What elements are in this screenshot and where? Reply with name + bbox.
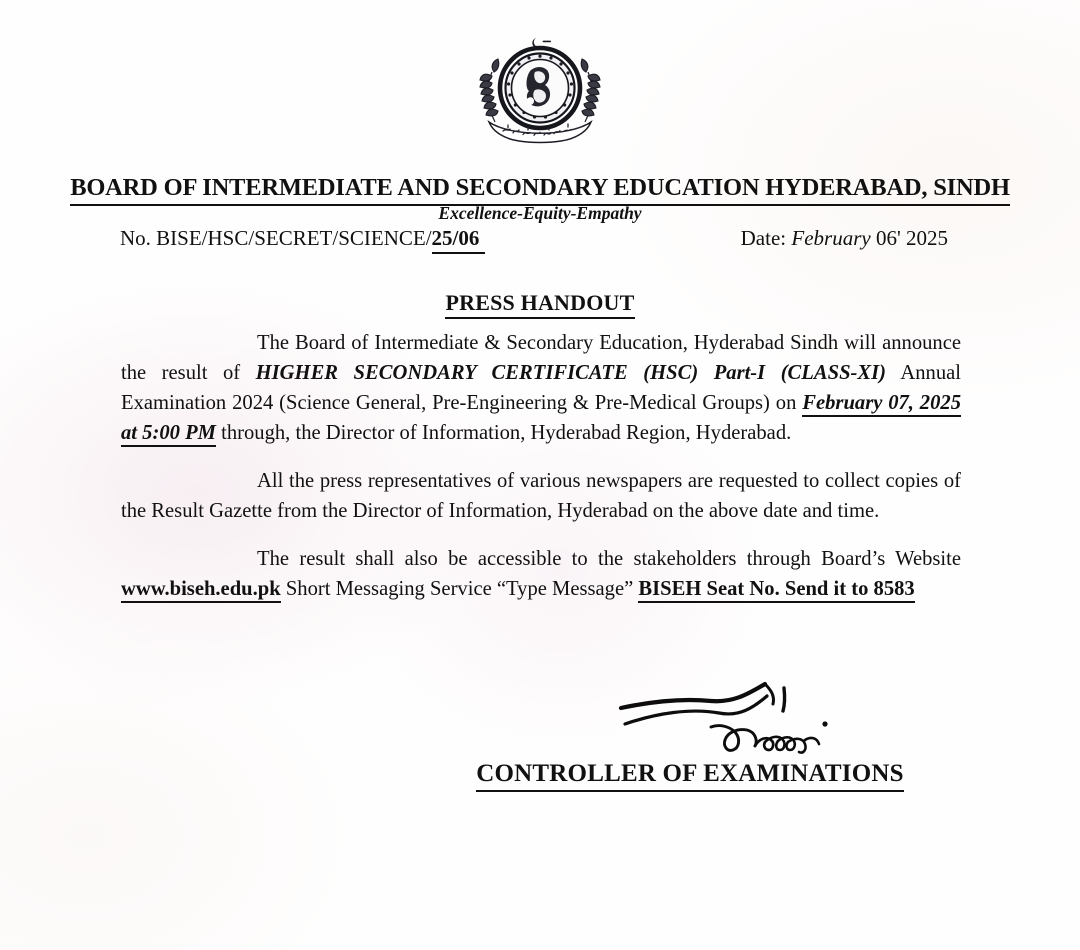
paragraph-website-sms — [121, 544, 961, 604]
date-month: February — [791, 226, 871, 250]
exam-name-emphasis: HIGHER SECONDARY CERTIFICATE (HSC) Part-I (CLASS-XI) — [255, 362, 886, 384]
document-body — [121, 328, 961, 604]
p3-segment-a: The result shall also be accessible to the stakeholders through Board’s Website — [257, 548, 961, 570]
p1-segment-b: Annual Examination 2024 (Science General, Pre-Engineering & Pre-Medical Groups) on — [121, 362, 961, 414]
page-title — [0, 290, 1080, 316]
sms-instruction: BISEH Seat No. Send it to 8583 — [638, 578, 914, 603]
date-label: Date: — [740, 226, 787, 250]
reference-number — [120, 226, 485, 251]
result-datetime-emphasis: February 07, 2025 at 5:00 PM — [121, 392, 961, 447]
organization-title — [0, 174, 1080, 202]
paragraph-announcement — [121, 328, 961, 448]
board-website-link[interactable]: www.biseh.edu.pk — [121, 578, 281, 603]
page-title-text: PRESS HANDOUT — [445, 290, 634, 319]
paragraph-press-representatives: All the press representatives of various newspapers are requested to collect copies of the Result Gazette from the Director of Information, Hyderabad on the above date and time. — [121, 470, 961, 522]
document-date — [741, 226, 960, 251]
reference-serial: 25/06 — [432, 226, 485, 254]
reference-date-row — [120, 226, 960, 251]
organization-title-text: BOARD OF INTERMEDIATE AND SECONDARY EDUCATION HYDERABAD, SINDH — [70, 174, 1010, 206]
signer-title — [0, 760, 1080, 792]
signer-title-text: CONTROLLER OF EXAMINATIONS — [476, 760, 903, 792]
p1-segment-c: through, the Director of Information, Hyderabad Region, Hyderabad. — [215, 422, 792, 444]
reference-prefix: No. BISE/HSC/SECRET/SCIENCE/ — [120, 226, 432, 250]
date-rest: 06' 2025 — [875, 226, 948, 250]
emblem-container — [0, 26, 1080, 144]
p1-segment-a: The Board of Intermediate & Secondary Education, Hyderabad Sindh will announce the result of — [121, 332, 961, 384]
tagline: Excellence-Equity-Empathy — [438, 203, 642, 223]
board-emblem-icon — [465, 26, 615, 144]
p3-segment-b: Short Messaging Service “Type Message” — [280, 578, 639, 600]
handwritten-signature-icon — [615, 680, 875, 766]
